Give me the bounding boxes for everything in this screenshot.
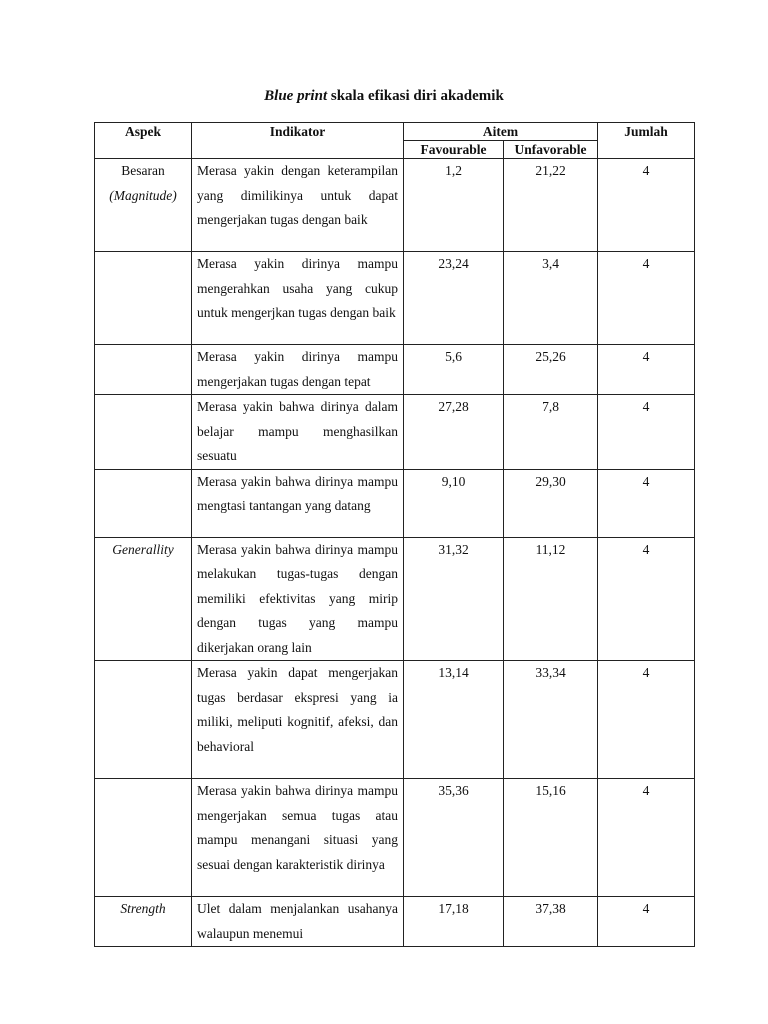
table-row <box>95 897 695 947</box>
cell-jumlah: 4 <box>598 469 695 537</box>
cell-indikator: Merasa yakin bahwa dirinya mampu mengerjakan semua tugas atau mampu menangani situasi yang sesuai dengan karakteristik dirinya <box>192 779 404 897</box>
cell-favourable: 9,10 <box>404 469 504 537</box>
cell-favourable: 1,2 <box>404 159 504 252</box>
table-row <box>95 159 695 252</box>
cell-jumlah: 4 <box>598 661 695 779</box>
table-row <box>95 395 695 470</box>
cell-jumlah: 4 <box>598 252 695 345</box>
cell-favourable: 27,28 <box>404 395 504 470</box>
cell-unfavorable: 33,34 <box>504 661 598 779</box>
cell-jumlah: 4 <box>598 897 695 947</box>
table-row <box>95 537 695 661</box>
cell-favourable: 17,18 <box>404 897 504 947</box>
cell-favourable: 31,32 <box>404 537 504 661</box>
cell-unfavorable: 29,30 <box>504 469 598 537</box>
table-row <box>95 469 695 537</box>
cell-aspek <box>95 252 192 345</box>
table-row <box>95 779 695 897</box>
cell-jumlah: 4 <box>598 537 695 661</box>
cell-aspek <box>95 345 192 395</box>
cell-favourable: 5,6 <box>404 345 504 395</box>
table-row <box>95 345 695 395</box>
cell-indikator: Merasa yakin dirinya mampu mengerjakan tugas dengan tepat <box>192 345 404 395</box>
cell-favourable: 13,14 <box>404 661 504 779</box>
header-unfavorable: Unfavorable <box>504 141 598 159</box>
aspek-italic-label: (Magnitude) <box>109 187 177 203</box>
cell-unfavorable: 3,4 <box>504 252 598 345</box>
cell-aspek <box>95 395 192 470</box>
aspek-italic-label: Strength <box>120 901 166 916</box>
header-aspek: Aspek <box>95 123 192 159</box>
cell-aspek <box>95 159 192 252</box>
cell-unfavorable: 15,16 <box>504 779 598 897</box>
cell-aspek <box>95 537 192 661</box>
cell-favourable: 35,36 <box>404 779 504 897</box>
cell-jumlah: 4 <box>598 779 695 897</box>
cell-unfavorable: 25,26 <box>504 345 598 395</box>
cell-jumlah: 4 <box>598 395 695 470</box>
cell-jumlah: 4 <box>598 345 695 395</box>
cell-unfavorable: 37,38 <box>504 897 598 947</box>
cell-unfavorable: 21,22 <box>504 159 598 252</box>
cell-aspek <box>95 661 192 779</box>
aspek-label: Besaran <box>121 163 165 178</box>
cell-indikator: Ulet dalam menjalankan usahanya walaupun menemui <box>192 897 404 947</box>
cell-aspek <box>95 897 192 947</box>
table-row <box>95 252 695 345</box>
header-favourable: Favourable <box>404 141 504 159</box>
title-italic: Blue print <box>264 88 328 104</box>
cell-indikator: Merasa yakin bahwa dirinya mampu mengtasi tantangan yang datang <box>192 469 404 537</box>
cell-indikator: Merasa yakin bahwa dirinya dalam belajar mampu menghasilkan sesuatu <box>192 395 404 470</box>
table-row <box>95 661 695 779</box>
cell-favourable: 23,24 <box>404 252 504 345</box>
aspek-italic-label: Generallity <box>112 541 174 557</box>
cell-indikator: Merasa yakin dengan keterampilan yang dimilikinya untuk dapat mengerjakan tugas dengan baik <box>192 159 404 252</box>
table-body <box>95 159 695 947</box>
header-row <box>95 123 695 141</box>
table-header <box>95 123 695 159</box>
title-rest: skala efikasi diri akademik <box>327 88 504 104</box>
cell-unfavorable: 11,12 <box>504 537 598 661</box>
header-jumlah: Jumlah <box>598 123 695 159</box>
cell-aspek <box>95 469 192 537</box>
header-indikator: Indikator <box>192 123 404 159</box>
header-aitem: Aitem <box>404 123 598 141</box>
cell-aspek <box>95 779 192 897</box>
cell-indikator: Merasa yakin bahwa dirinya mampu melakukan tugas-tugas dengan memiliki efektivitas yang mirip dengan tugas yang mampu dikerjakan orang lain <box>192 537 404 661</box>
cell-jumlah: 4 <box>598 159 695 252</box>
cell-unfavorable: 7,8 <box>504 395 598 470</box>
document-title <box>0 88 768 105</box>
blueprint-table <box>94 122 695 947</box>
cell-indikator: Merasa yakin dirinya mampu mengerahkan usaha yang cukup untuk mengerjkan tugas dengan baik <box>192 252 404 345</box>
cell-indikator: Merasa yakin dapat mengerjakan tugas berdasar ekspresi yang ia miliki, meliputi kognitif, afeksi, dan behavioral <box>192 661 404 779</box>
